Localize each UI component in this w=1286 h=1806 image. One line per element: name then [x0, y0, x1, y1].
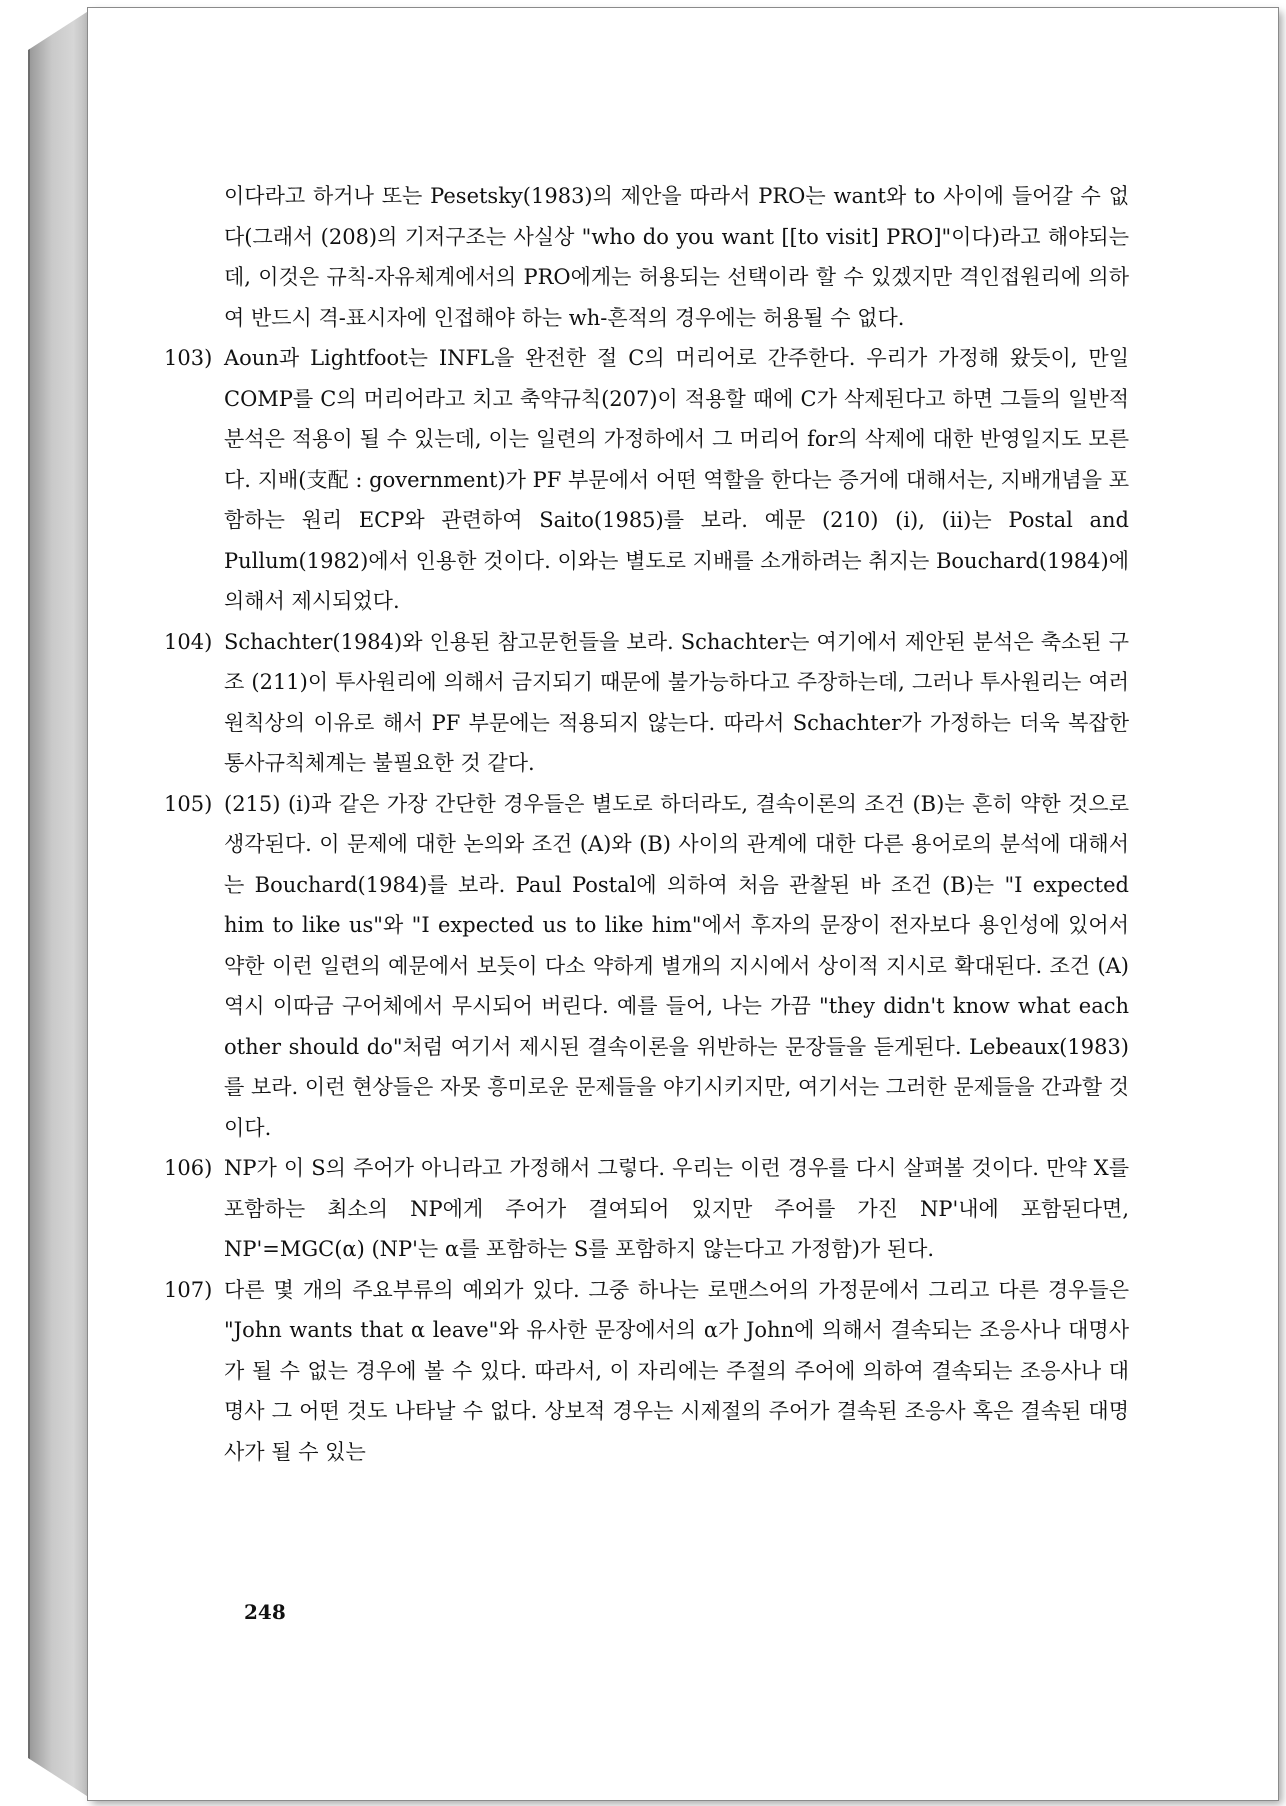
- page-body: [164, 176, 1129, 1472]
- footnote-number: 103): [164, 346, 213, 370]
- continuation-paragraph: 이다라고 하거나 또는 Pesetsky(1983)의 제안을 따라서 PRO는 want와 to 사이에 들어갈 수 없다(그래서 (208)의 기저구조는 사실상 "who do you want [[to visit] PRO]"이다)라고 해야되는데, 이것은 규칙-자유체계에서의 PRO에게는 허용되는 선택이라 할 수 있겠지만 격인접원리에 의하여 반드시 격-표시자에 인접해야 하는 wh-흔적의 경우에는 허용될 수 없다.: [224, 184, 1129, 330]
- footnote-text: NP가 이 S의 주어가 아니라고 가정해서 그렇다. 우리는 이런 경우를 다시 살펴볼 것이다. 만약 X를 포함하는 최소의 NP에게 주어가 결여되어 있지만 주어를 가진 NP'내에 포함된다면, NP'=MGC(α) (NP'는 α를 포함하는 S를 포함하지 않는다고 가정함)가 된다.: [224, 1156, 1129, 1261]
- page-number: 248: [244, 1600, 286, 1624]
- footnote-104: [164, 622, 1129, 784]
- footnote-103: [164, 338, 1129, 622]
- footnote-number: 105): [164, 791, 213, 816]
- footnote-text: 다른 몇 개의 주요부류의 예외가 있다. 그중 하나는 로맨스어의 가정문에서 그리고 다른 경우들은 "John wants that α leave"와 유사한 문장에서의 α가 John에 의해서 결속되는 조응사나 대명사가 될 수 없는 경우에 볼 수 있다. 따라서, 이 자리에는 주절의 주어에 의하여 결속되는 조응사나 대명사 그 어떤 것도 나타날 수 없다. 상보적 경우는 시제절의 주어가 결속된 조응사 혹은 결속된 대명사가 될 수 있는: [224, 1277, 1129, 1464]
- footnote-text: Aoun과 Lightfoot는 INFL을 완전한 절 C의 머리어로 간주한다. 우리가 가정해 왔듯이, 만일 COMP를 C의 머리어라고 치고 축약규칙(207)이 적용할 때에 C가 삭제된다고 하면 그들의 일반적 분석은 적용이 될 수 있는데, 이는 일련의 가정하에서 그 머리어 for의 삭제에 대한 반영일지도 모른다. 지배(支配 : government)가 PF 부문에서 어떤 역할을 한다는 증거에 대해서는, 지배개념을 포함하는 원리 ECP와 관련하여 Saito(1985)를 보라. 예문 (210) (i), (ii)는 Postal and Pullum(1982)에서 인용한 것이다. 이와는 별도로 지배를 소개하려는 취지는 Bouchard(1984)에 의해서 제시되었다.: [224, 346, 1129, 613]
- book-spine: [28, 10, 92, 1798]
- footnote-105: [164, 784, 1129, 1149]
- footnote-text: (215) (i)과 같은 가장 간단한 경우들은 별도로 하더라도, 결속이론의 조건 (B)는 흔히 약한 것으로 생각된다. 이 문제에 대한 논의와 조건 (A)와 (B) 사이의 관계에 대한 다른 용어로의 분석에 대해서는 Bouchard(1984)를 보라. Paul Postal에 의하여 처음 관찰된 바 조건 (B)는 "I expected him to like us"와 "I expected us to like him"에서 후자의 문장이 전자보다 용인성에 있어서 약한 이런 일련의 예문에서 보듯이 다소 약하게 별개의 지시에서 상이적 지시로 확대된다. 조건 (A) 역시 이따금 구어체에서 무시되어 버린다. 예를 들어, 나는 가끔 "they didn't know what each other should do"처럼 여기서 제시된 결속이론을 위반하는 문장들을 듣게된다. Lebeaux(1983)를 보라. 이런 현상들은 자못 흥미로운 문제들을 야기시키지만, 여기서는 그러한 문제들을 간과할 것이다.: [224, 791, 1129, 1140]
- footnote-number: 104): [164, 629, 213, 654]
- footnote-text: Schachter(1984)와 인용된 참고문헌들을 보라. Schachter는 여기에서 제안된 분석은 축소된 구조 (211)이 투사원리에 의해서 금지되기 때문에 불가능하다고 주장하는데, 그러나 투사원리는 여러 원칙상의 이유로 해서 PF 부문에는 적용되지 않는다. 따라서 Schachter가 가정하는 더욱 복잡한 통사규칙체계는 불필요한 것 같다.: [224, 629, 1129, 775]
- footnote-number: 107): [164, 1277, 213, 1302]
- footnote-106: [164, 1148, 1129, 1270]
- footnote-number: 106): [164, 1156, 213, 1180]
- footnote-107: [164, 1270, 1129, 1473]
